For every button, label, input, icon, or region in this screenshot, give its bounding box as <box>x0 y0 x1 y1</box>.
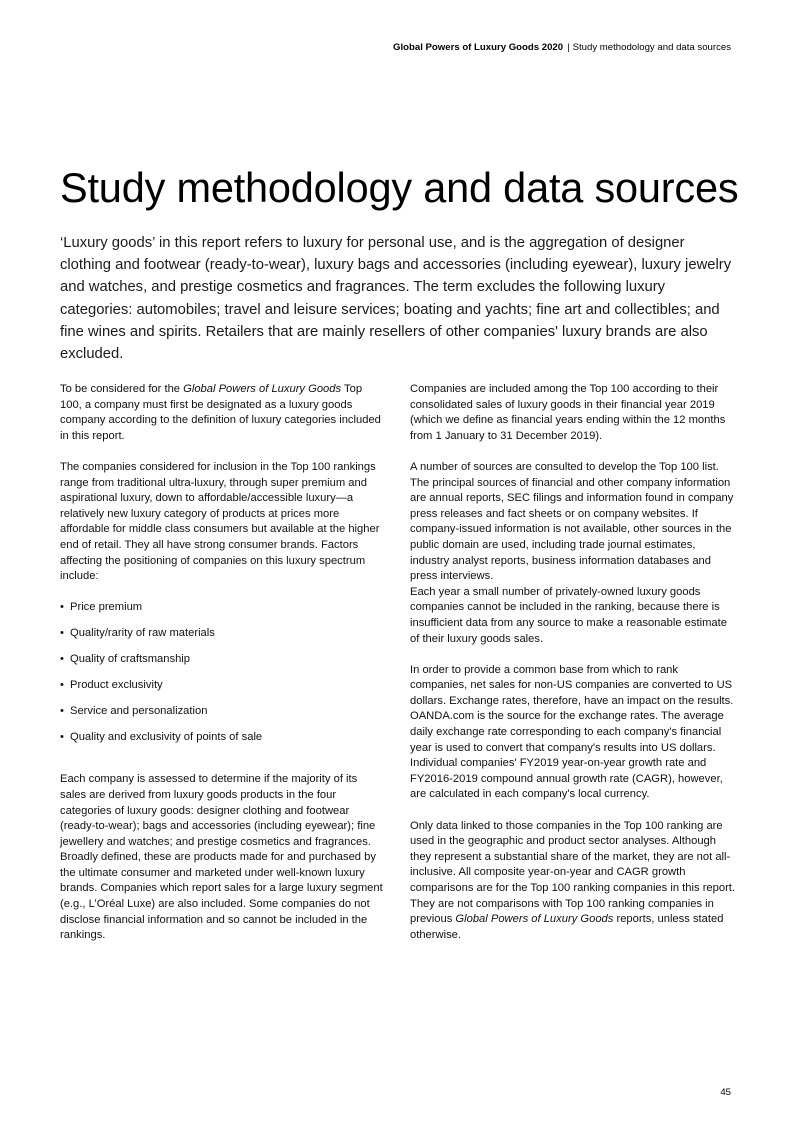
list-item-text: Product exclusivity <box>70 679 163 692</box>
list-item-text: Price premium <box>70 601 143 614</box>
header-separator: | <box>567 42 570 53</box>
list-item-text: Quality and exclusivity of points of sale <box>70 731 263 744</box>
bullet-icon: • <box>60 705 64 718</box>
right-paragraph-5 <box>410 819 736 944</box>
right-paragraph-1: Companies are included among the Top 100 according to their consolidated sales of luxury goods in their financial year 2019 (which we define as financial years ending within the 12 months from 1 January to 31 December 2019). <box>410 383 726 442</box>
left-paragraph-1 <box>60 382 386 444</box>
page-number: 45 <box>720 1087 731 1098</box>
header-section-name: Study methodology and data sources <box>572 42 731 53</box>
left-paragraph-3: Each company is assessed to determine if the majority of its sales are derived from luxury goods products in the four categories of luxury goods: designer clothing and footwear (ready-to-wear); bags and accessories (including eyewear); fine jewellery and watches; and prestige cosmetics and fragrances. Broadly defined, these are products made for and purchased by the ultimate consumer and marketed under well-known luxury brands. Companies which report sales for a large luxury segment (e.g., L’Oréal Luxe) are also included. Some companies do not disclose financial information and so cannot be included in the rankings. <box>60 773 383 942</box>
list-item-text: Quality of craftsmanship <box>70 653 191 666</box>
bullet-icon: • <box>60 627 64 640</box>
right-paragraph-4: In order to provide a common base from which to rank companies, net sales for non-US companies are converted to US dollars. Exchange rates, therefore, have an impact on the results. OANDA.com is the source for the exchange rates. The average daily exchange rate corresponding to each company's financial year is used to convert that company's results into US dollars. Individual companies' FY2019 year-on-year growth rate and FY2016-2019 compound annual growth rate (CAGR), however, are calculated in each company's local currency. <box>410 663 734 801</box>
running-header <box>393 42 731 53</box>
list-item <box>60 678 386 704</box>
list-item <box>60 704 386 730</box>
left-p1-text-after: Top 100, a company must first be designated as a luxury goods company according to the definition of luxury categories included in this report. <box>60 383 381 442</box>
left-paragraph-2: The companies considered for inclusion in the Top 100 rankings range from traditional ultra-luxury, through super premium and aspirational luxury, down to affordable/accessible luxury—a relatively new luxury category of products at prices more affordable for middle class consumers but available at the higher end of retail. They all have strong consumer brands. Factors affecting the positioning of companies on this luxury spectrum include: <box>60 460 380 583</box>
intro-paragraph: ‘Luxury goods’ in this report refers to luxury for personal use, and is the aggregation of designer clothing and footwear (ready-to-wear), luxury bags and accessories (including eyewear), luxury jewelry and watches, and prestige cosmetics and fragrances. The term excludes the following luxury categories: automobiles; travel and leisure services; boating and yachts; fine art and collectibles; and fine wines and spirits. Retailers that are mainly resellers of other companies' luxury brands are also excluded. <box>60 235 732 363</box>
right-p5-text-after: reports, unless stated otherwise. <box>410 913 724 941</box>
positioning-factors-list <box>60 600 386 756</box>
list-item <box>60 652 386 678</box>
bullet-icon: • <box>60 653 64 666</box>
list-item <box>60 730 386 756</box>
right-p5-text-before: Only data linked to those companies in the Top 100 ranking are used in the geographic and product sector analyses. Although they represent a substantial share of the market, they are not all-inclusive. All composite year-on-year and CAGR growth comparisons are for the Top 100 ranking companies in this report. They are not comparisons with Top 100 ranking companies in previous <box>410 819 736 926</box>
page-title: Study methodology and data sources <box>60 164 739 211</box>
left-p1-text-before: To be considered for the <box>60 383 184 395</box>
bullet-icon: • <box>60 601 64 614</box>
list-item-text: Quality/rarity of raw materials <box>70 627 215 640</box>
left-column <box>60 382 386 959</box>
bullet-icon: • <box>60 679 64 692</box>
header-report-title: Global Powers of Luxury Goods 2020 <box>393 42 564 53</box>
right-paragraph-2: A number of sources are consulted to develop the Top 100 list. The principal sources of financial and other company information are annual reports, SEC filings and information found in company press releases and fact sheets or on company websites. If company-issued information is not available, other sources in the public domain are used, including trade journal estimates, industry analyst reports, business information databases and press interviews. <box>410 460 734 583</box>
right-p5-report-name: Global Powers of Luxury Goods <box>455 913 614 926</box>
left-p1-report-name: Global Powers of Luxury Goods <box>183 383 342 395</box>
list-item <box>60 600 386 626</box>
right-paragraph-3: Each year a small number of privately-owned luxury goods companies cannot be included in the ranking, because there is insufficient data from any source to make a reasonable estimate of their luxury goods sales. <box>410 585 727 645</box>
list-item-text: Service and personalization <box>70 705 208 718</box>
bullet-icon: • <box>60 731 64 744</box>
right-column <box>410 382 736 959</box>
list-item <box>60 626 386 652</box>
